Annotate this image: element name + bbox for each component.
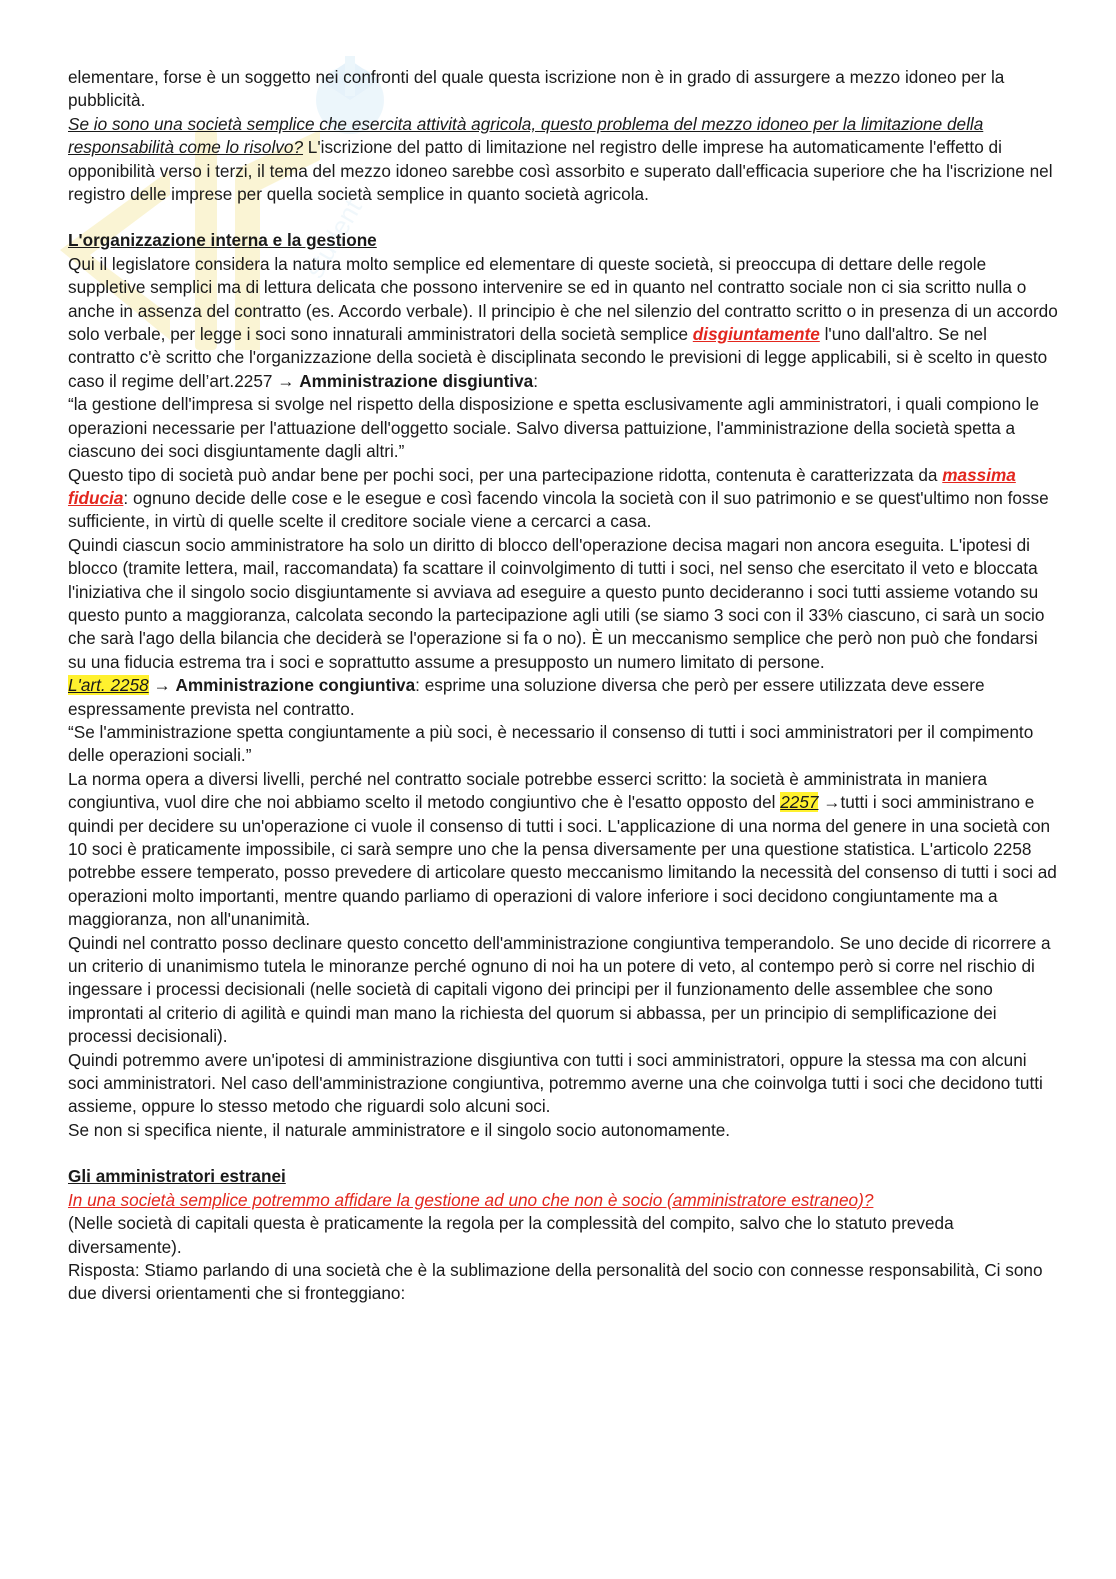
text: : ognuno decide delle cose e le esegue e così facendo vincola la società con il suo patrimonio e se quest'ultimo non fosse sufficiente, in virtù di quelle scelte il creditore sociale viene a cercarci a casa. bbox=[68, 487, 1049, 532]
text: L'iscrizione del patto di limitazione nel registro delle imprese ha automaticamente l'effetto di opponibilità verso i terzi, il tema del mezzo idoneo sarebbe così assorbito e superato dall'efficacia superiore che ha l'iscrizione nel registro delle imprese per quella società semplice in quanto società agricola. bbox=[68, 137, 1053, 205]
text: : bbox=[533, 370, 538, 391]
bold-term: Amministrazione congiuntiva bbox=[175, 675, 416, 696]
question-red: In una società semplice potremmo affidare la gestione ad uno che non è socio (amministratore estraneo)? bbox=[68, 1189, 874, 1210]
highlight-art-2258: L'art. 2258 bbox=[68, 675, 149, 696]
paragraph bbox=[68, 768, 1058, 932]
intro-paragraph bbox=[68, 66, 1058, 113]
arrow-icon: → bbox=[818, 792, 841, 813]
text: Qui il legislatore considera la natura molto semplice ed elementare di queste società, si preoccupa di dettare delle regole suppletive semplici ma di lettura delicata che possono intervenire se ed in quanto nel contratto sociale non ci sia scritto nulla o anche in assenza del contratto (es. Accordo verbale). Il principio è che nel silenzio del contratto scritto o in presenza di un accordo solo verbale, per legge i soci sono innaturali amministratori della società semplice bbox=[68, 253, 1058, 345]
paragraph: Quindi potremmo avere un'ipotesi di amministrazione disgiuntiva con tutti i soci amministratori, oppure la stessa ma con alcuni soci amministratori. Nel caso dell'amministrazione congiuntiva, potremmo averne una che coinvolga tutti i soci che decidono tutti assieme, oppure lo stesso metodo che riguardi solo alcuni soci. bbox=[68, 1049, 1043, 1117]
paragraph bbox=[68, 464, 1058, 534]
section-heading-amministratori-estranei: Gli amministratori estranei bbox=[68, 1166, 286, 1187]
svg-text:student: student bbox=[299, 194, 368, 283]
highlight-massima-fiducia: massima fiducia bbox=[68, 464, 1016, 508]
text: La norma opera a diversi livelli, perché nel contratto sociale potrebbe esserci scritto: la società è amministrata in maniera congiuntiva, vuol dire che noi abbiamo scelto il metodo congiuntivo che è l'esatto opposto del bbox=[68, 768, 988, 813]
text: : esprime una soluzione diversa che però per essere utilizzata deve essere espressamente prevista nel contratto. bbox=[68, 675, 985, 719]
text: elementare, forse è un soggetto nei confronti del quale questa iscrizione non è in grado di assurgere a mezzo idoneo per la pubblicità. bbox=[68, 67, 1005, 111]
intro-question: Se io sono una società semplice che esercita attività agricola, questo problema del mezzo idoneo per la limitazione della responsabilità come lo risolvo? bbox=[68, 113, 984, 158]
intro-question-paragraph bbox=[68, 113, 1058, 207]
quote-2258: “Se l'amministrazione spetta congiuntamente a più soci, è necessario il consenso di tutti i soci amministratori per il compimento delle operazioni sociali.” bbox=[68, 721, 1034, 766]
quote-2257: “la gestione dell'impresa si svolge nel rispetto della disposizione e spetta esclusivamente agli amministratori, i quali compiono le operazioni necessarie per l'attuazione dell'oggetto sociale. Salvo diversa pattuizione, l'amministrazione della società spetta a ciascuno dei soci disgiuntamente dagli altri.” bbox=[68, 394, 1040, 462]
paragraph: Se non si specifica niente, il naturale amministratore e il singolo socio autonomamente. bbox=[68, 1119, 731, 1140]
arrow-icon: → bbox=[277, 370, 295, 391]
highlight-disgiuntamente: disgiuntamente bbox=[692, 324, 820, 345]
paragraph: (Nelle società di capitali questa è praticamente la regola per la complessità del compito, salvo che lo statuto preveda diversamente). bbox=[68, 1213, 954, 1257]
text: Questo tipo di società può andar bene per pochi soci, per una partecipazione ridotta, contenuta è caratterizzata da bbox=[68, 464, 943, 485]
section-heading-organizzazione: L'organizzazione interna e la gestione bbox=[68, 230, 377, 251]
paragraph bbox=[68, 253, 1058, 393]
paragraph bbox=[68, 674, 1058, 721]
document-page bbox=[68, 66, 1058, 1306]
text: tutti i soci amministrano e quindi per decidere su un'operazione ci vuole il consenso di tutti i soci. L'applicazione di una norma del genere in una società con 10 soci è praticamente impossibile, ci sarà sempre uno che la pensa diversamente per una questione statistica. L'articolo 2258 potrebbe essere temperato, posso prevedere di articolare questo meccanismo limitando la necessità del consenso di tutti i soci ad operazioni molto importanti, mentre quando parliamo di operazioni di valore inferiore i soci decidono congiuntamente ma a maggioranza, non all'unanimità. bbox=[68, 792, 1057, 930]
paragraph: Quindi ciascun socio amministratore ha solo un diritto di blocco dell'operazione decisa magari non ancora eseguita. L'ipotesi di blocco (tramite lettera, mail, raccomandata) fa scattare il coinvolgimento di tutti i soci, nel senso che esercitato il veto e bloccata l'iniziativa che il singolo socio disgiuntamente si avviava ad eseguire a questo punto decideranno i soci tutti assieme votando su questo punto a maggioranza, calcolata secondo la partecipazione agli utili (se siamo 3 soci con il 33% ciascuno, ci sarà un socio che sarà l'ago della bilancia che deciderà se l'operazione si fa o no). È un meccanismo semplice che però non può che fondarsi su una fiducia estrema tra i soci e soprattutto assume a presupposto un numero limitato di persone. bbox=[68, 534, 1045, 672]
paragraph: Risposta: Stiamo parlando di una società che è la sublimazione della personalità del socio con connesse responsabilità, Ci sono due diversi orientamenti che si fronteggiano: bbox=[68, 1259, 1043, 1304]
bold-term: Amministrazione disgiuntiva bbox=[299, 370, 534, 391]
paragraph: Quindi nel contratto posso declinare questo concetto dell'amministrazione congiuntiva temperandolo. Se uno decide di ricorrere a un criterio di unanimismo tutela le minoranze perché ognuno di noi ha un potere di veto, al contempo però si corre nel rischio di ingessare i processi decisionali (nelle società di capitali vigono dei principi per il funzionamento delle assemblee che sono improntati al criterio di agilità e quindi man mano la richiesta del quorum si abbassa, per un principio di semplificazione dei processi decisionali). bbox=[68, 932, 1051, 1047]
arrow-icon: → bbox=[148, 675, 176, 696]
text: l'uno dall'altro. Se nel contratto c'è scritto che l'organizzazione della società è disciplinata secondo le previsioni di legge applicabili, si è scelto in questo caso il regime dell’art.2257 bbox=[68, 324, 1048, 391]
highlight-2257: 2257 bbox=[780, 792, 819, 813]
